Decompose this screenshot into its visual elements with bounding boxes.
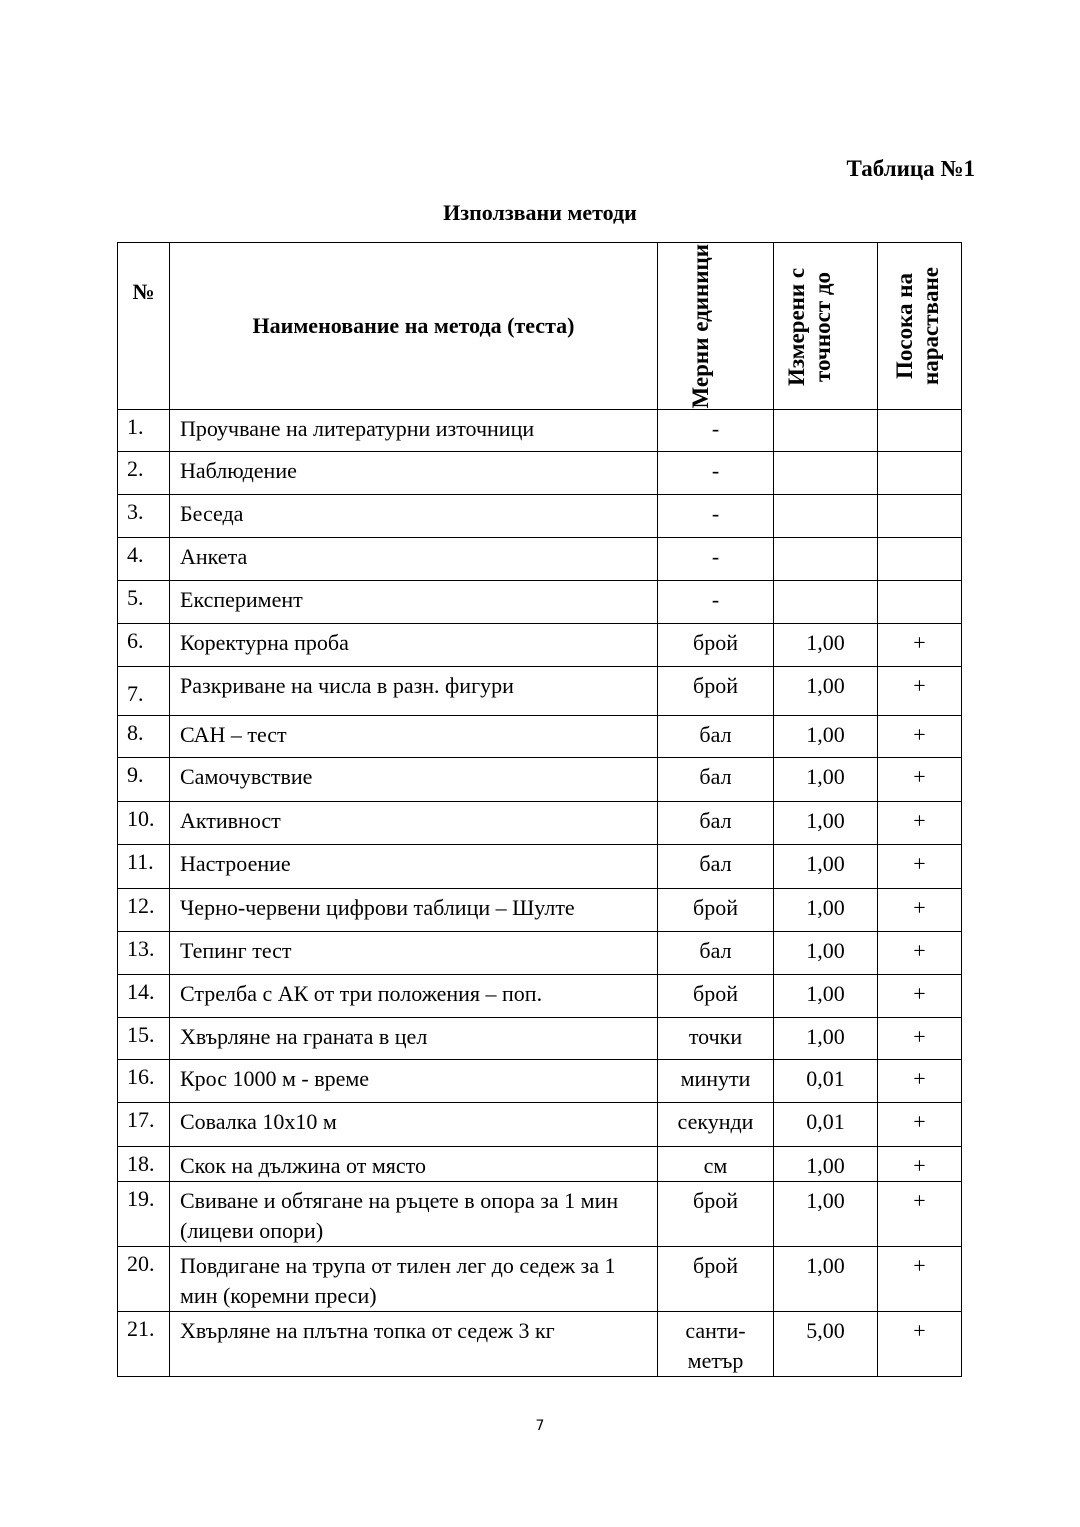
header-direction-text: Посока на нарастване — [891, 267, 943, 385]
unit: брой — [658, 1182, 774, 1247]
direction — [878, 538, 962, 581]
method-name: Свиване и обтягане на ръцете в опора за 1 мин (лицеви опори) — [170, 1182, 658, 1247]
table-row — [118, 452, 962, 495]
table-row — [118, 716, 962, 758]
direction — [878, 452, 962, 495]
table-row — [118, 1147, 962, 1182]
direction — [878, 581, 962, 624]
table-row — [118, 975, 962, 1018]
method-name: Скок на дължина от място — [170, 1147, 658, 1182]
table-row — [118, 495, 962, 538]
row-number: 21. — [118, 1312, 170, 1377]
unit: - — [658, 495, 774, 538]
methods-table — [117, 242, 962, 1377]
row-number: 15. — [118, 1018, 170, 1060]
row-number: 17. — [118, 1103, 170, 1147]
direction: + — [878, 1147, 962, 1182]
precision — [774, 581, 878, 624]
row-number: 4. — [118, 538, 170, 581]
header-number: № — [118, 243, 170, 410]
unit: брой — [658, 1247, 774, 1312]
precision: 1,00 — [774, 758, 878, 802]
unit: бал — [658, 932, 774, 975]
unit: брой — [658, 624, 774, 667]
direction: + — [878, 758, 962, 802]
header-units-text: Мерни единици — [687, 243, 713, 409]
direction: + — [878, 1182, 962, 1247]
method-name: Самочувствие — [170, 758, 658, 802]
header-method: Наименование на метода (теста) — [170, 243, 658, 410]
method-name: Крос 1000 м - време — [170, 1060, 658, 1103]
table-row — [118, 410, 962, 452]
row-number: 14. — [118, 975, 170, 1018]
direction: + — [878, 845, 962, 889]
precision: 1,00 — [774, 932, 878, 975]
method-name: Анкета — [170, 538, 658, 581]
direction: + — [878, 1018, 962, 1060]
direction: + — [878, 716, 962, 758]
unit: брой — [658, 667, 774, 716]
unit: секунди — [658, 1103, 774, 1147]
header-precision-text: Измерени с точност до — [783, 266, 835, 386]
unit: - — [658, 538, 774, 581]
unit: см — [658, 1147, 774, 1182]
table-row — [118, 802, 962, 845]
row-number: 2. — [118, 452, 170, 495]
row-number: 13. — [118, 932, 170, 975]
precision: 1,00 — [774, 1182, 878, 1247]
method-name: Хвърляне на граната в цел — [170, 1018, 658, 1060]
row-number: 1. — [118, 410, 170, 452]
method-name: Беседа — [170, 495, 658, 538]
unit: брой — [658, 889, 774, 932]
row-number: 6. — [118, 624, 170, 667]
direction: + — [878, 1103, 962, 1147]
table-row — [118, 1103, 962, 1147]
unit: - — [658, 410, 774, 452]
unit: бал — [658, 716, 774, 758]
method-name: Активност — [170, 802, 658, 845]
row-number: 5. — [118, 581, 170, 624]
direction: + — [878, 889, 962, 932]
method-name: Настроение — [170, 845, 658, 889]
direction: + — [878, 1312, 962, 1377]
header-row — [118, 243, 962, 410]
precision: 1,00 — [774, 975, 878, 1018]
table-row — [118, 667, 962, 716]
method-name: Коректурна проба — [170, 624, 658, 667]
row-number: 20. — [118, 1247, 170, 1312]
precision: 1,00 — [774, 667, 878, 716]
method-name: Хвърляне на плътна топка от седеж 3 кг — [170, 1312, 658, 1377]
method-name: Стрелба с АК от три положения – поп. — [170, 975, 658, 1018]
table-row — [118, 932, 962, 975]
table-row — [118, 581, 962, 624]
direction: + — [878, 975, 962, 1018]
table-row — [118, 1060, 962, 1103]
precision — [774, 495, 878, 538]
page-number: 7 — [535, 1418, 545, 1434]
header-units — [658, 243, 774, 410]
table-row — [118, 1247, 962, 1312]
precision: 1,00 — [774, 1247, 878, 1312]
table-row — [118, 1018, 962, 1060]
row-number: 16. — [118, 1060, 170, 1103]
method-name: САН – тест — [170, 716, 658, 758]
method-name: Черно-червени цифрови таблици – Шулте — [170, 889, 658, 932]
precision — [774, 452, 878, 495]
table-row — [118, 624, 962, 667]
unit: бал — [658, 758, 774, 802]
method-name: Проучване на литературни източници — [170, 410, 658, 452]
row-number: 8. — [118, 716, 170, 758]
precision: 1,00 — [774, 845, 878, 889]
table-row — [118, 845, 962, 889]
unit: бал — [658, 802, 774, 845]
precision: 1,00 — [774, 716, 878, 758]
precision: 1,00 — [774, 889, 878, 932]
row-number: 9. — [118, 758, 170, 802]
method-name: Повдигане на трупа от тилен лег до седеж за 1 мин (коремни преси) — [170, 1247, 658, 1312]
table-row — [118, 1312, 962, 1377]
row-number: 18. — [118, 1147, 170, 1182]
method-name: Тепинг тест — [170, 932, 658, 975]
direction — [878, 410, 962, 452]
table-row — [118, 758, 962, 802]
method-name: Совалка 10х10 м — [170, 1103, 658, 1147]
precision: 1,00 — [774, 1018, 878, 1060]
unit: - — [658, 452, 774, 495]
precision: 0,01 — [774, 1103, 878, 1147]
row-number: 7. — [118, 667, 170, 716]
precision: 1,00 — [774, 624, 878, 667]
method-name: Наблюдение — [170, 452, 658, 495]
header-precision — [774, 243, 878, 410]
row-number: 12. — [118, 889, 170, 932]
unit: минути — [658, 1060, 774, 1103]
table-title: Използвани методи — [443, 200, 637, 225]
unit: санти-метър — [658, 1312, 774, 1377]
precision: 1,00 — [774, 802, 878, 845]
row-number: 3. — [118, 495, 170, 538]
direction: + — [878, 802, 962, 845]
table-number: Таблица №1 — [846, 156, 975, 181]
row-number: 11. — [118, 845, 170, 889]
direction: + — [878, 1060, 962, 1103]
direction: + — [878, 932, 962, 975]
precision — [774, 538, 878, 581]
precision — [774, 410, 878, 452]
header-direction — [878, 243, 962, 410]
table-row — [118, 538, 962, 581]
unit: точки — [658, 1018, 774, 1060]
precision: 5,00 — [774, 1312, 878, 1377]
direction — [878, 495, 962, 538]
direction: + — [878, 667, 962, 716]
method-name: Разкриване на числа в разн. фигури — [170, 667, 658, 716]
method-name: Експеримент — [170, 581, 658, 624]
unit: бал — [658, 845, 774, 889]
table-row — [118, 1182, 962, 1247]
direction: + — [878, 624, 962, 667]
precision: 1,00 — [774, 1147, 878, 1182]
unit: - — [658, 581, 774, 624]
row-number: 19. — [118, 1182, 170, 1247]
row-number: 10. — [118, 802, 170, 845]
unit: брой — [658, 975, 774, 1018]
table-row — [118, 889, 962, 932]
precision: 0,01 — [774, 1060, 878, 1103]
direction: + — [878, 1247, 962, 1312]
